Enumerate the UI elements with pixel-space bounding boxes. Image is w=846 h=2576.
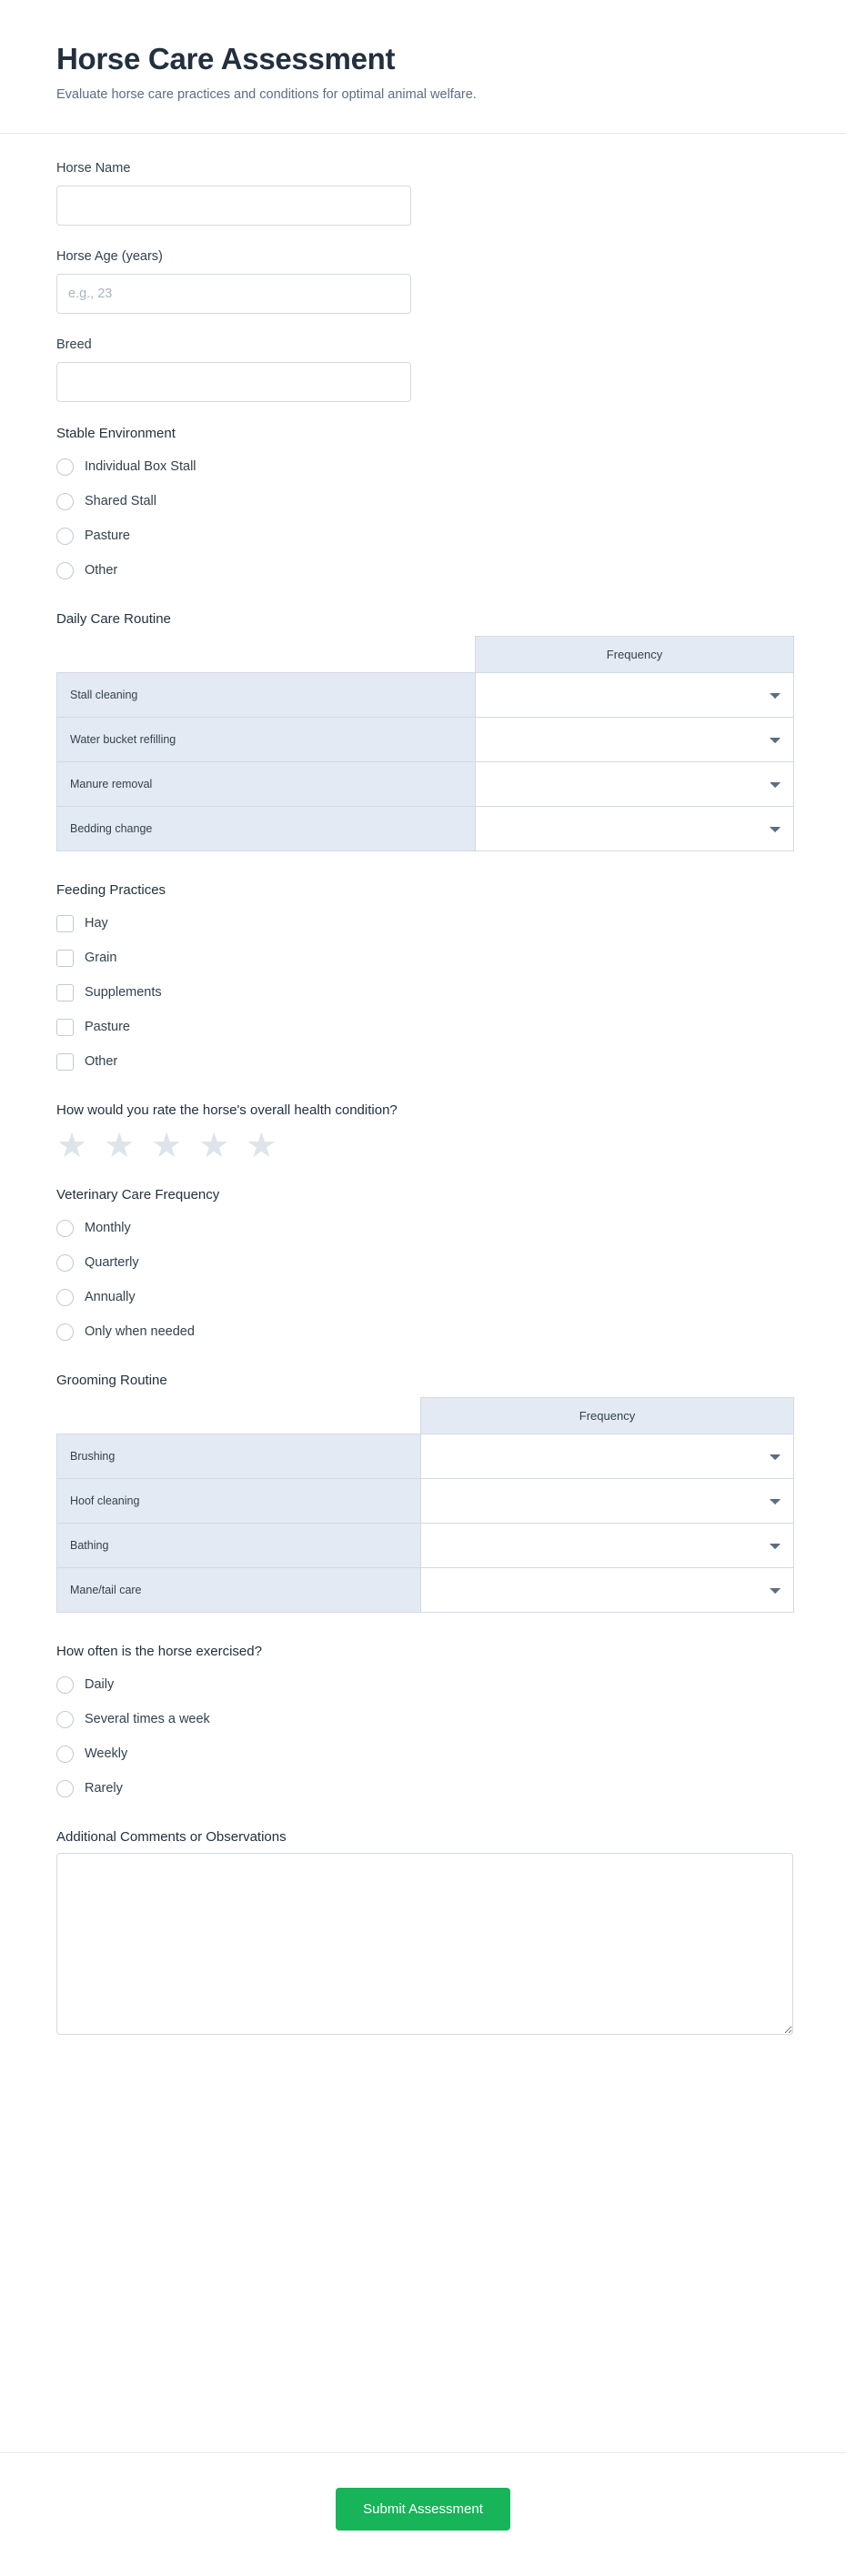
table-row bbox=[57, 1568, 794, 1613]
checkbox-icon[interactable] bbox=[56, 950, 74, 967]
matrix-cell bbox=[421, 1434, 794, 1479]
matrix-row-label: Brushing bbox=[57, 1434, 421, 1479]
checkbox-option-other[interactable] bbox=[56, 1044, 790, 1079]
table-row bbox=[57, 1434, 794, 1479]
radio-icon[interactable] bbox=[56, 458, 74, 476]
daily-care-frequency-select-water-bucket-refilling[interactable] bbox=[476, 718, 793, 761]
option-label: Grain bbox=[85, 951, 117, 965]
grooming-frequency-select-hoof-cleaning[interactable] bbox=[421, 1479, 793, 1523]
page-title: Horse Care Assessment bbox=[56, 42, 396, 75]
field-exercise-frequency bbox=[56, 1644, 790, 1806]
matrix-column-header: Frequency bbox=[421, 1398, 794, 1434]
veterinary-care-label: Veterinary Care Frequency bbox=[56, 1187, 220, 1202]
radio-option-monthly[interactable] bbox=[56, 1211, 790, 1245]
daily-care-label: Daily Care Routine bbox=[56, 611, 171, 627]
radio-icon[interactable] bbox=[56, 1746, 74, 1763]
field-breed bbox=[56, 337, 790, 402]
breed-label: Breed bbox=[56, 337, 92, 352]
matrix-row-label: Water bucket refilling bbox=[57, 718, 476, 762]
field-stable-environment bbox=[56, 426, 790, 588]
checkbox-icon[interactable] bbox=[56, 915, 74, 932]
radio-option-annually[interactable] bbox=[56, 1280, 790, 1314]
submit-button[interactable]: Submit Assessment bbox=[336, 2488, 510, 2531]
radio-option-quarterly[interactable] bbox=[56, 1245, 790, 1280]
matrix-row-label: Bathing bbox=[57, 1524, 421, 1568]
option-label: Monthly bbox=[85, 1221, 131, 1235]
star-icon-5[interactable]: ★ bbox=[246, 1127, 277, 1165]
table-row bbox=[57, 718, 794, 762]
option-label: Rarely bbox=[85, 1781, 123, 1796]
radio-option-individual-box-stall[interactable] bbox=[56, 449, 790, 484]
field-additional-comments bbox=[56, 1829, 790, 2035]
matrix-cell bbox=[421, 1568, 794, 1613]
option-label: Weekly bbox=[85, 1746, 128, 1761]
option-label: Other bbox=[85, 563, 118, 578]
star-icon-3[interactable]: ★ bbox=[151, 1127, 183, 1165]
option-label: Quarterly bbox=[85, 1255, 139, 1270]
radio-icon[interactable] bbox=[56, 1780, 74, 1797]
radio-icon[interactable] bbox=[56, 1323, 74, 1341]
checkbox-option-grain[interactable] bbox=[56, 941, 790, 975]
breed-input[interactable] bbox=[56, 362, 411, 402]
stable-environment-label: Stable Environment bbox=[56, 426, 176, 441]
comments-label: Additional Comments or Observations bbox=[56, 1829, 287, 1845]
radio-option-daily[interactable] bbox=[56, 1667, 790, 1702]
checkbox-option-pasture[interactable] bbox=[56, 1010, 790, 1044]
grooming-frequency-select-brushing[interactable] bbox=[421, 1434, 793, 1478]
option-label: Pasture bbox=[85, 528, 130, 543]
form-body bbox=[0, 134, 846, 2452]
exercise-label: How often is the horse exercised? bbox=[56, 1644, 262, 1659]
matrix-cell bbox=[421, 1479, 794, 1524]
radio-option-shared-stall[interactable] bbox=[56, 484, 790, 518]
radio-icon[interactable] bbox=[56, 1676, 74, 1694]
form-footer bbox=[0, 2452, 846, 2576]
grooming-frequency-select-bathing[interactable] bbox=[421, 1524, 793, 1567]
field-horse-name bbox=[56, 161, 790, 226]
radio-icon[interactable] bbox=[56, 1289, 74, 1306]
option-label: Only when needed bbox=[85, 1324, 195, 1339]
matrix-row-label: Mane/tail care bbox=[57, 1568, 421, 1613]
option-label: Individual Box Stall bbox=[85, 459, 196, 474]
field-feeding-practices bbox=[56, 882, 790, 1079]
grooming-label: Grooming Routine bbox=[56, 1373, 167, 1388]
option-label: Shared Stall bbox=[85, 494, 156, 508]
radio-icon[interactable] bbox=[56, 562, 74, 579]
matrix-corner bbox=[57, 637, 476, 673]
matrix-cell bbox=[476, 762, 794, 807]
option-label: Supplements bbox=[85, 985, 162, 1000]
table-row bbox=[57, 673, 794, 718]
star-icon-1[interactable]: ★ bbox=[56, 1127, 88, 1165]
page-subtitle: Evaluate horse care practices and conditions for optimal animal welfare. bbox=[56, 87, 477, 102]
horse-age-label: Horse Age (years) bbox=[56, 249, 163, 264]
field-daily-care-routine bbox=[56, 611, 790, 851]
matrix-corner bbox=[57, 1398, 421, 1434]
daily-care-frequency-select-stall-cleaning[interactable] bbox=[476, 673, 793, 717]
radio-option-rarely[interactable] bbox=[56, 1771, 790, 1806]
matrix-column-header: Frequency bbox=[476, 637, 794, 673]
form-header bbox=[0, 0, 846, 134]
field-horse-age bbox=[56, 249, 790, 314]
star-rating[interactable] bbox=[56, 1129, 790, 1163]
matrix-cell bbox=[476, 673, 794, 718]
matrix-row-label: Manure removal bbox=[57, 762, 476, 807]
horse-name-input[interactable] bbox=[56, 186, 411, 226]
radio-icon[interactable] bbox=[56, 528, 74, 545]
checkbox-option-hay[interactable] bbox=[56, 906, 790, 941]
radio-option-only-when-needed[interactable] bbox=[56, 1314, 790, 1349]
radio-icon[interactable] bbox=[56, 1220, 74, 1237]
daily-care-matrix bbox=[56, 636, 794, 851]
option-label: Annually bbox=[85, 1290, 136, 1304]
radio-icon[interactable] bbox=[56, 493, 74, 510]
table-row bbox=[57, 1524, 794, 1568]
option-label: Other bbox=[85, 1054, 118, 1069]
option-label: Daily bbox=[85, 1677, 115, 1692]
matrix-row-label: Hoof cleaning bbox=[57, 1479, 421, 1524]
matrix-cell bbox=[476, 718, 794, 762]
spacer bbox=[56, 875, 790, 882]
radio-option-several-times-a-week[interactable] bbox=[56, 1702, 790, 1736]
horse-age-input[interactable] bbox=[56, 274, 411, 314]
checkbox-icon[interactable] bbox=[56, 984, 74, 1001]
option-label: Several times a week bbox=[85, 1712, 210, 1726]
daily-care-frequency-select-manure-removal[interactable] bbox=[476, 762, 793, 806]
matrix-cell bbox=[421, 1524, 794, 1568]
table-row bbox=[57, 762, 794, 807]
checkbox-icon[interactable] bbox=[56, 1019, 74, 1036]
option-label: Hay bbox=[85, 916, 108, 931]
matrix-cell bbox=[476, 807, 794, 851]
health-rating-label: How would you rate the horse's overall health condition? bbox=[56, 1102, 398, 1118]
feeding-practices-label: Feeding Practices bbox=[56, 882, 166, 898]
matrix-row-label: Bedding change bbox=[57, 807, 476, 851]
field-health-rating bbox=[56, 1102, 790, 1163]
grooming-frequency-select-mane-tail-care[interactable] bbox=[421, 1568, 793, 1612]
radio-icon[interactable] bbox=[56, 1254, 74, 1272]
matrix-row-label: Stall cleaning bbox=[57, 673, 476, 718]
field-grooming-routine bbox=[56, 1373, 790, 1613]
radio-option-other[interactable] bbox=[56, 553, 790, 588]
spacer bbox=[56, 1636, 790, 1644]
comments-textarea[interactable] bbox=[56, 1853, 793, 2035]
star-icon-4[interactable]: ★ bbox=[198, 1127, 230, 1165]
field-veterinary-care bbox=[56, 1187, 790, 1349]
daily-care-frequency-select-bedding-change[interactable] bbox=[476, 807, 793, 850]
checkbox-icon[interactable] bbox=[56, 1053, 74, 1071]
checkbox-option-supplements[interactable] bbox=[56, 975, 790, 1010]
grooming-matrix bbox=[56, 1397, 794, 1613]
option-label: Pasture bbox=[85, 1020, 130, 1034]
table-row bbox=[57, 1479, 794, 1524]
radio-option-weekly[interactable] bbox=[56, 1736, 790, 1771]
table-row bbox=[57, 807, 794, 851]
star-icon-2[interactable]: ★ bbox=[104, 1127, 136, 1165]
radio-option-pasture[interactable] bbox=[56, 518, 790, 553]
radio-icon[interactable] bbox=[56, 1711, 74, 1728]
horse-name-label: Horse Name bbox=[56, 161, 131, 176]
